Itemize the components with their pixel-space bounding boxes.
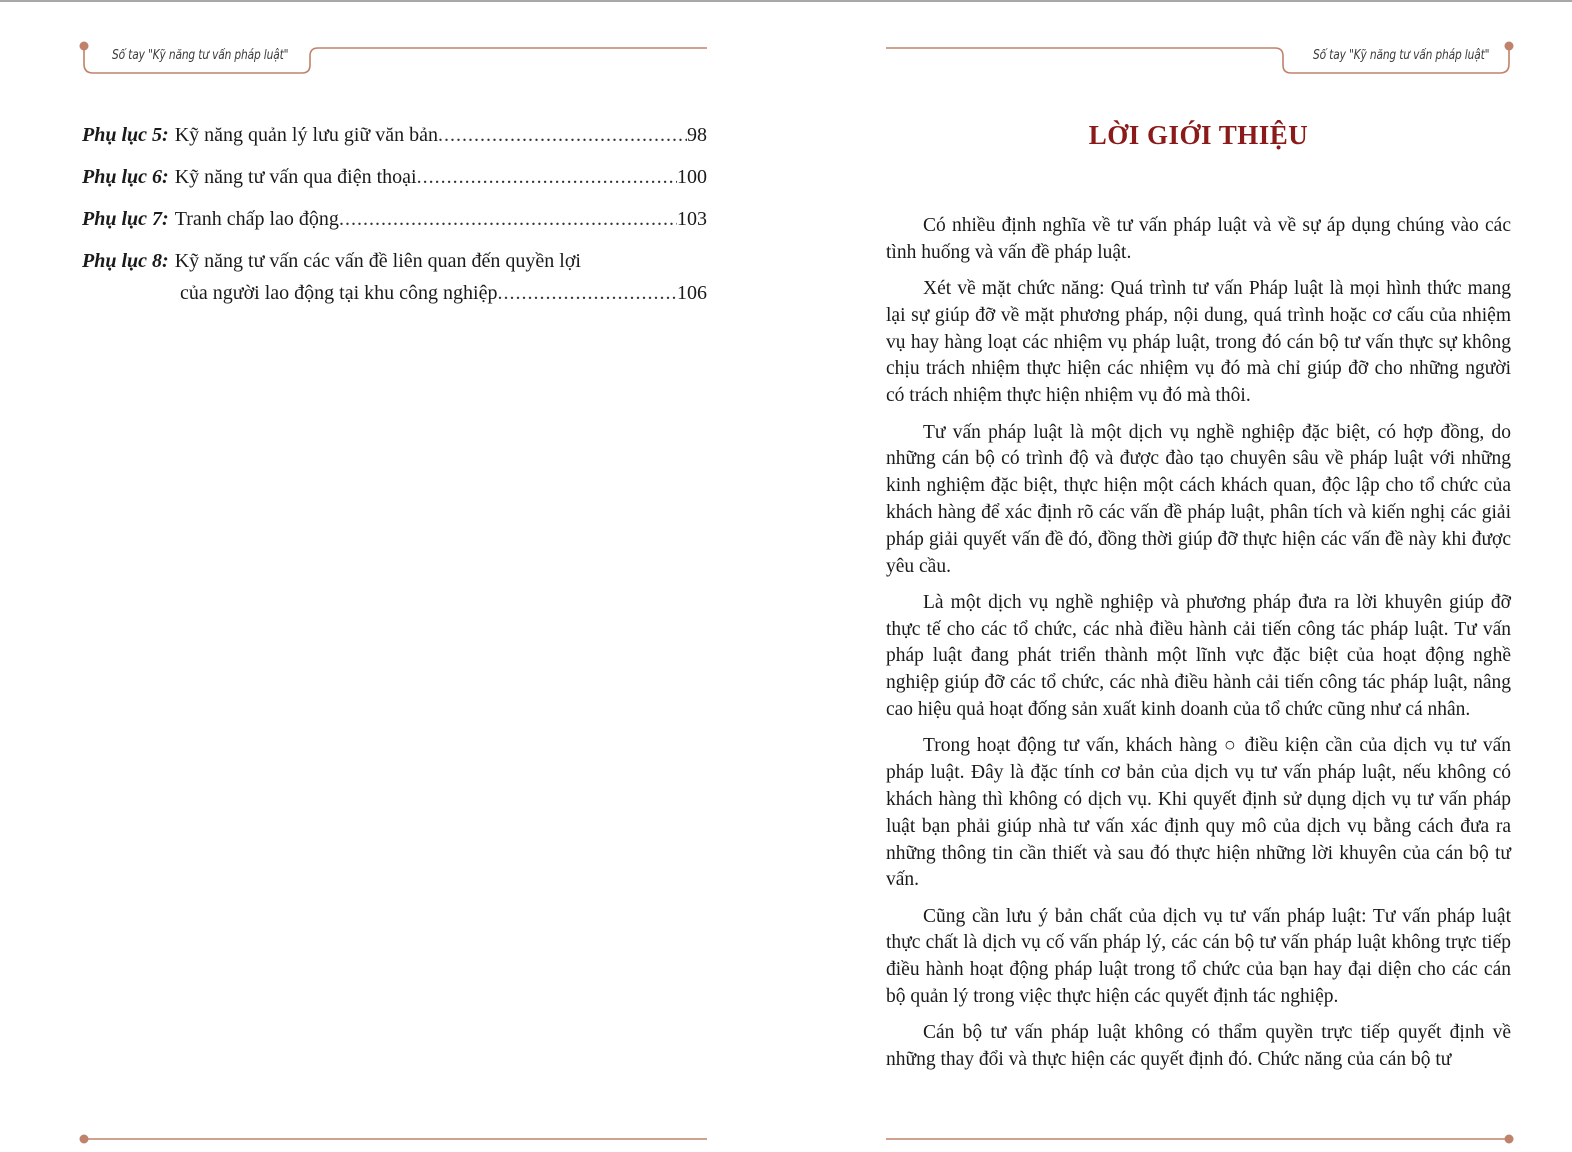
body-paragraph: Là một dịch vụ nghề nghiệp và phương pháp đưa ra lời khuyên giúp đỡ thực tế cho các tổ chức, các nhà điều hành cải tiến công tác pháp luật. Tư vấn pháp luật đang phát triển thành một lĩnh vực đặc biệt của hoạt động nghề nghiệp giúp đỡ các tổ chức, các nhà điều hành cải tiến công tác pháp luật, nâng cao hiệu quả hoạt đống sản xuất kinh doanh của tổ chức cũng như cá nhân. [886, 591, 1511, 721]
body-paragraph: Cán bộ tư vấn pháp luật không có thẩm quyền trực tiếp quyết định về những thay đổi và thực hiện các quyết định đó. Chức năng của cán bộ tư [886, 1022, 1511, 1071]
toc-entry-title: Tranh chấp lao động [174, 208, 339, 230]
body-paragraph: Trong hoạt động tư vấn, khách hàng ○ điều kiện cần của dịch vụ tư vấn pháp luật. Đây là đặc tính cơ bản của dịch vụ tư vấn pháp luật, nếu không có khách hàng thì không có dịch vụ. Khi quyết định sử dụng dịch vụ tư vấn pháp luật bạn phải giúp nhà tư vấn xác định quy mô của dịch vụ bằng cách đưa ra những thông tin cần thiết và sau đó thực hiện những lời khuyên của cán bộ tư vấn. [886, 735, 1511, 891]
left-footer-dot [80, 1135, 89, 1144]
toc-entry[interactable] [82, 208, 707, 250]
toc-entry-title: Kỹ năng quản lý lưu giữ văn bản [174, 124, 438, 146]
toc-entry-page: 100 [677, 166, 707, 188]
left-header-dot [80, 42, 89, 51]
toc-entry-label: Phụ lục 7: [82, 208, 169, 230]
toc-entry-title: Kỹ năng tư vấn các vấn đề liên quan đến quyền lợi [174, 250, 581, 272]
right-header-dot [1505, 42, 1514, 51]
toc-entry-title: Kỹ năng tư vấn qua điện thoại [174, 166, 417, 188]
body-paragraph: Tư vấn pháp luật là một dịch vụ nghề nghiệp đặc biệt, có hợp đồng, do những cán bộ có trình độ và được đào tạo chuyên sâu về pháp luật với những kinh nghiệm đặc biệt, thực hiện một cách khách quan, độc lập cho tổ chức của khách hàng để xác định rõ các vấn đề pháp luật, phân tích và kiến nghị các giải pháp giải quyết vấn đề đó, đồng thời giúp đỡ thực hiện các vấn đề này khi được yêu cầu. [886, 421, 1511, 577]
toc-entry-label: Phụ lục 6: [82, 166, 169, 188]
toc-entry[interactable] [82, 166, 707, 208]
toc-leader-dots [339, 208, 677, 231]
toc-leader-dots [417, 166, 677, 189]
table-of-contents [82, 124, 707, 314]
toc-entry-page: 98 [687, 124, 707, 146]
body-paragraph: Xét về mặt chức năng: Quá trình tư vấn Pháp luật là mọi hình thức mang lại sự giúp đỡ về mặt phương pháp, nội dung, quá trình hoặc cơ cấu của nhiệm vụ hay hàng loạt các nhiệm vụ pháp luật, trong đó cán bộ tư vấn thực sự không chịu trách nhiệm thực hiện các nhiệm vụ đó mà chỉ giúp đỡ cho những người có trách nhiệm thực hiện nhiệm vụ đó mà thôi. [886, 278, 1511, 407]
introduction-title: LỜI GIỚI THIỆU [1088, 120, 1309, 150]
body-paragraph: Có nhiều định nghĩa về tư vấn pháp luật và về sự áp dụng chúng vào các tình huống và vấn đề pháp luật. [886, 215, 1511, 263]
toc-entry[interactable] [82, 124, 707, 166]
left-running-header: Sổ tay "Kỹ năng tư vấn pháp luật" [112, 48, 289, 63]
toc-entry-label: Phụ lục 8: [82, 250, 169, 272]
toc-entry-label: Phụ lục 5: [82, 124, 169, 146]
toc-entry-continuation[interactable] [82, 282, 707, 314]
toc-entry-title-continued: của người lao động tại khu công nghiệp [180, 282, 498, 304]
body-paragraph: Cũng cần lưu ý bản chất của dịch vụ tư vấn pháp luật: Tư vấn pháp luật thực chất là dịch vụ cố vấn pháp lý, các cán bộ tư vấn pháp luật không trực tiếp điều hành hoạt động pháp luật trong tổ chức của bạn hay đại diện cho các cán bộ quản lý trong việc thực hiện các quyết định tác nghiệp. [886, 905, 1511, 1008]
introduction-body [886, 213, 1511, 1083]
toc-entry-page: 106 [677, 282, 707, 304]
toc-leader-dots [497, 282, 677, 305]
right-running-header: Sổ tay "Kỹ năng tư vấn pháp luật" [1313, 48, 1490, 63]
toc-entry-page: 103 [677, 208, 707, 230]
right-footer-dot [1505, 1135, 1514, 1144]
toc-leader-dots [438, 124, 687, 147]
